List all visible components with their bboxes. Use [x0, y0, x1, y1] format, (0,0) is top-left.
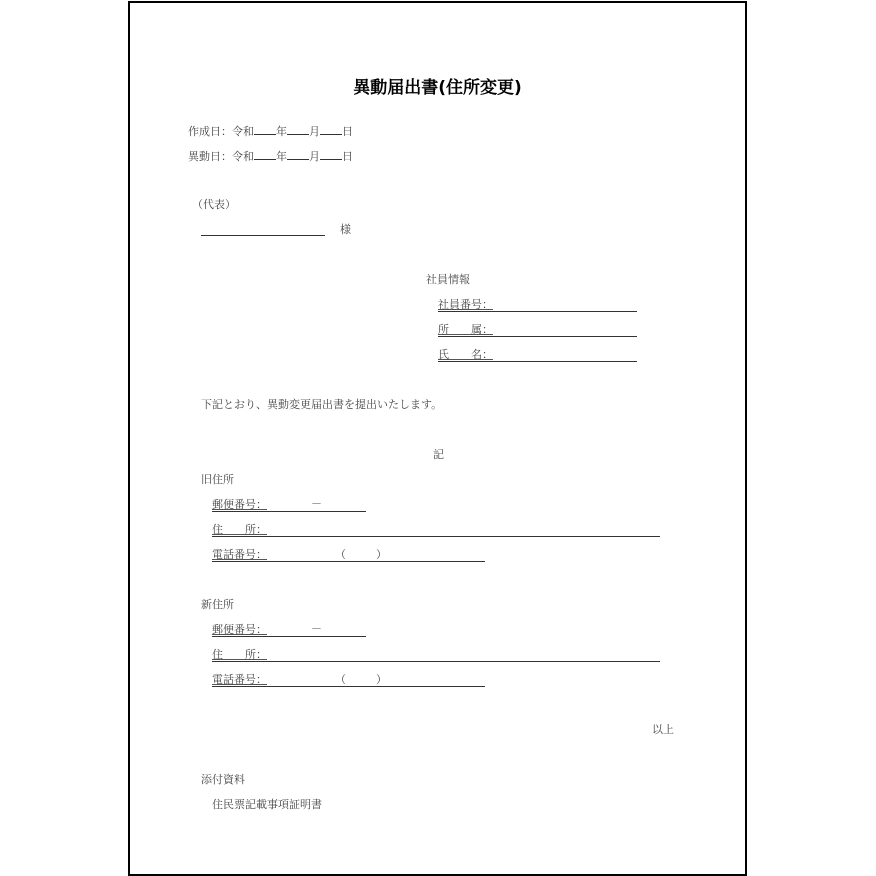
representative-label: （代表）: [192, 198, 236, 211]
employee-name-field[interactable]: [438, 361, 637, 362]
created-month-field[interactable]: [287, 123, 309, 135]
new-address-label: 住 所：: [212, 648, 267, 661]
ijou-closing: 以上: [652, 723, 674, 736]
sama-honorific: 様: [340, 223, 351, 236]
department-field[interactable]: [438, 336, 637, 337]
new-postal-label: 郵便番号：: [212, 623, 267, 636]
moved-date-label: 異動日：令和: [188, 150, 254, 163]
attachment-item: 住民票記載事項証明書: [212, 798, 322, 811]
ki-marker: 記: [433, 448, 444, 461]
intro-sentence: 下記とおり、異動変更届出書を提出いたします。: [201, 398, 443, 411]
moved-date-row: [188, 148, 353, 164]
created-day-field[interactable]: [320, 123, 342, 135]
day-suffix: 日: [342, 150, 353, 163]
new-phone-paren-open: （: [335, 673, 346, 686]
moved-day-field[interactable]: [320, 148, 342, 160]
employee-number-field[interactable]: [438, 311, 637, 312]
old-address-field[interactable]: [212, 536, 660, 537]
department-label: 所 属：: [438, 323, 493, 336]
new-postal-dash: －: [311, 622, 322, 635]
document-page: [128, 1, 747, 876]
new-address-field[interactable]: [212, 661, 660, 662]
document-title: 異動届出書(住所変更): [353, 78, 522, 98]
created-date-label: 作成日：令和: [188, 125, 254, 138]
created-date-row: [188, 123, 353, 139]
old-phone-paren-open: （: [335, 548, 346, 561]
month-suffix: 月: [309, 150, 320, 163]
old-postal-dash: －: [311, 497, 322, 510]
month-suffix: 月: [309, 125, 320, 138]
old-address-label: 住 所：: [212, 523, 267, 536]
old-postal-field[interactable]: [212, 511, 366, 512]
new-phone-paren-close: ）: [376, 673, 387, 686]
employee-name-label: 氏 名：: [438, 348, 493, 361]
year-suffix: 年: [276, 150, 287, 163]
moved-month-field[interactable]: [287, 148, 309, 160]
new-phone-field[interactable]: [212, 686, 485, 687]
employee-info-heading: 社員情報: [426, 273, 470, 286]
day-suffix: 日: [342, 125, 353, 138]
employee-number-label: 社員番号：: [438, 298, 493, 311]
new-address-heading: 新住所: [201, 598, 234, 611]
addressee-name-field[interactable]: [201, 235, 325, 236]
old-phone-field[interactable]: [212, 561, 485, 562]
old-address-heading: 旧住所: [201, 473, 234, 486]
year-suffix: 年: [276, 125, 287, 138]
new-phone-label: 電話番号：: [212, 673, 267, 686]
created-year-field[interactable]: [254, 123, 276, 135]
old-phone-paren-close: ）: [376, 548, 387, 561]
attachment-heading: 添付資料: [201, 773, 245, 786]
moved-year-field[interactable]: [254, 148, 276, 160]
new-postal-field[interactable]: [212, 636, 366, 637]
old-phone-label: 電話番号：: [212, 548, 267, 561]
old-postal-label: 郵便番号：: [212, 498, 267, 511]
